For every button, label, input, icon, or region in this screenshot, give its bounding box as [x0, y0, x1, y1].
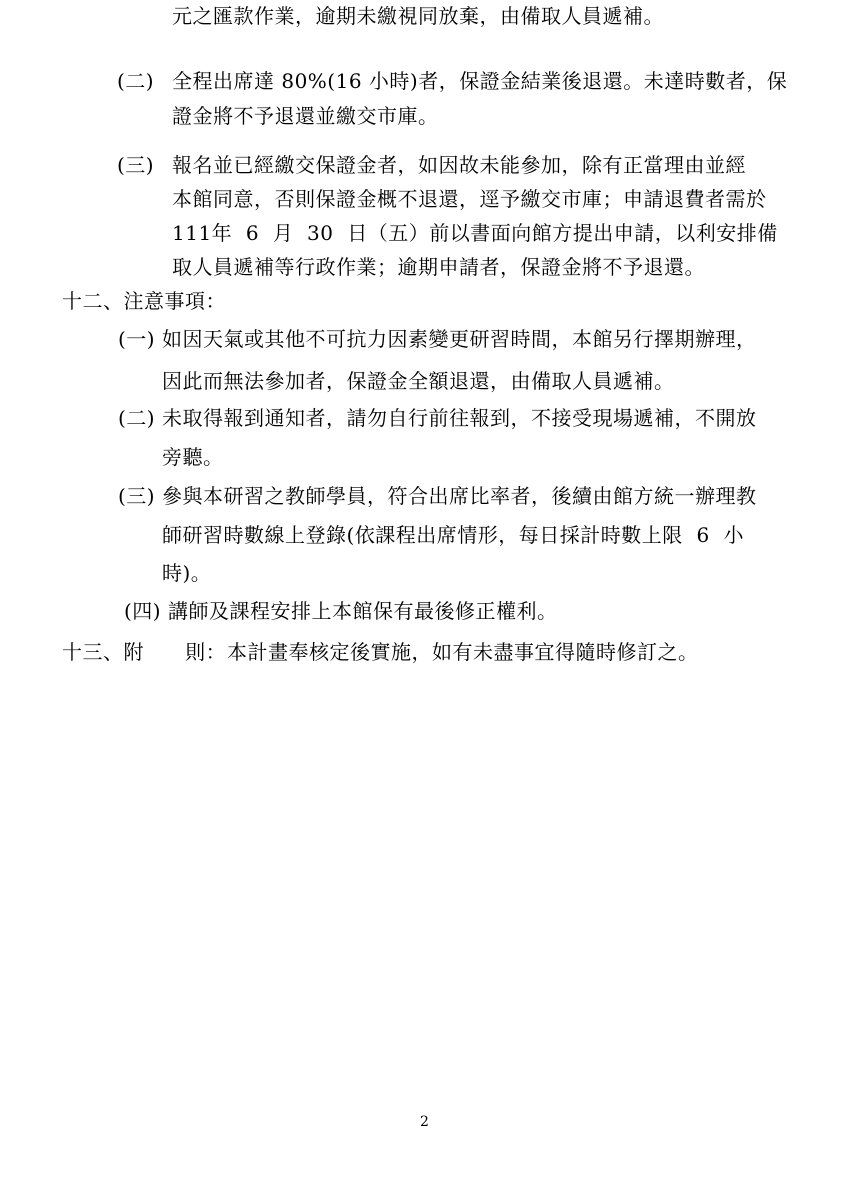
- notice-4-marker: (四): [124, 599, 162, 623]
- notice-3-line3: 時)。: [162, 561, 212, 585]
- notice-1-marker: (一): [118, 327, 156, 351]
- notice-2-line1: 未取得報到通知者，請勿自行前往報到，不接受現場遞補，不開放: [162, 406, 757, 430]
- section13-heading: 十三、附 則：: [62, 640, 227, 664]
- item-two-line1: 全程出席達 80%(16 小時)者，保證金結業後退還。未達時數者，保: [172, 69, 788, 93]
- section13-text: 本計畫奉核定後實施，如有未盡事宜得隨時修訂之。: [227, 640, 699, 664]
- page-number: 2: [420, 1114, 429, 1130]
- section12-heading: 十二、注意事項：: [62, 289, 226, 313]
- item-two-marker: (二): [117, 69, 155, 93]
- notice-2-marker: (二): [118, 406, 156, 430]
- item-three-line2: 本館同意，否則保證金概不退還，逕予繳交市庫；申請退費者需於: [172, 187, 767, 211]
- item-two-line2: 證金將不予退還並繳交市庫。: [172, 104, 439, 128]
- continuation-line: 元之匯款作業，逾期未繳視同放棄，由備取人員遞補。: [172, 4, 664, 28]
- notice-1-line1: 如因天氣或其他不可抗力因素變更研習時間，本館另行擇期辦理，: [162, 327, 757, 351]
- item-three-line4: 取人員遞補等行政作業；逾期申請者，保證金將不予退還。: [172, 255, 705, 279]
- notice-3-line2: 師研習時數線上登錄(依課程出席情形，每日採計時數上限 6 小: [162, 523, 744, 547]
- item-three-marker: (三): [117, 153, 155, 177]
- notice-1-line2: 因此而無法參加者，保證金全額退還，由備取人員遞補。: [162, 369, 675, 393]
- notice-2-line2: 旁聽。: [162, 445, 224, 469]
- notice-4-line1: 講師及課程安排上本館保有最後修正權利。: [168, 599, 558, 623]
- item-three-line3: 111年 6 月 30 日（五）前以書面向館方提出申請，以利安排備: [172, 221, 778, 245]
- notice-3-line1: 參與本研習之教師學員，符合出席比率者，後續由館方統一辦理教: [162, 484, 757, 508]
- item-three-line1: 報名並已經繳交保證金者，如因故未能參加，除有正當理由並經: [172, 153, 746, 177]
- notice-3-marker: (三): [118, 484, 156, 508]
